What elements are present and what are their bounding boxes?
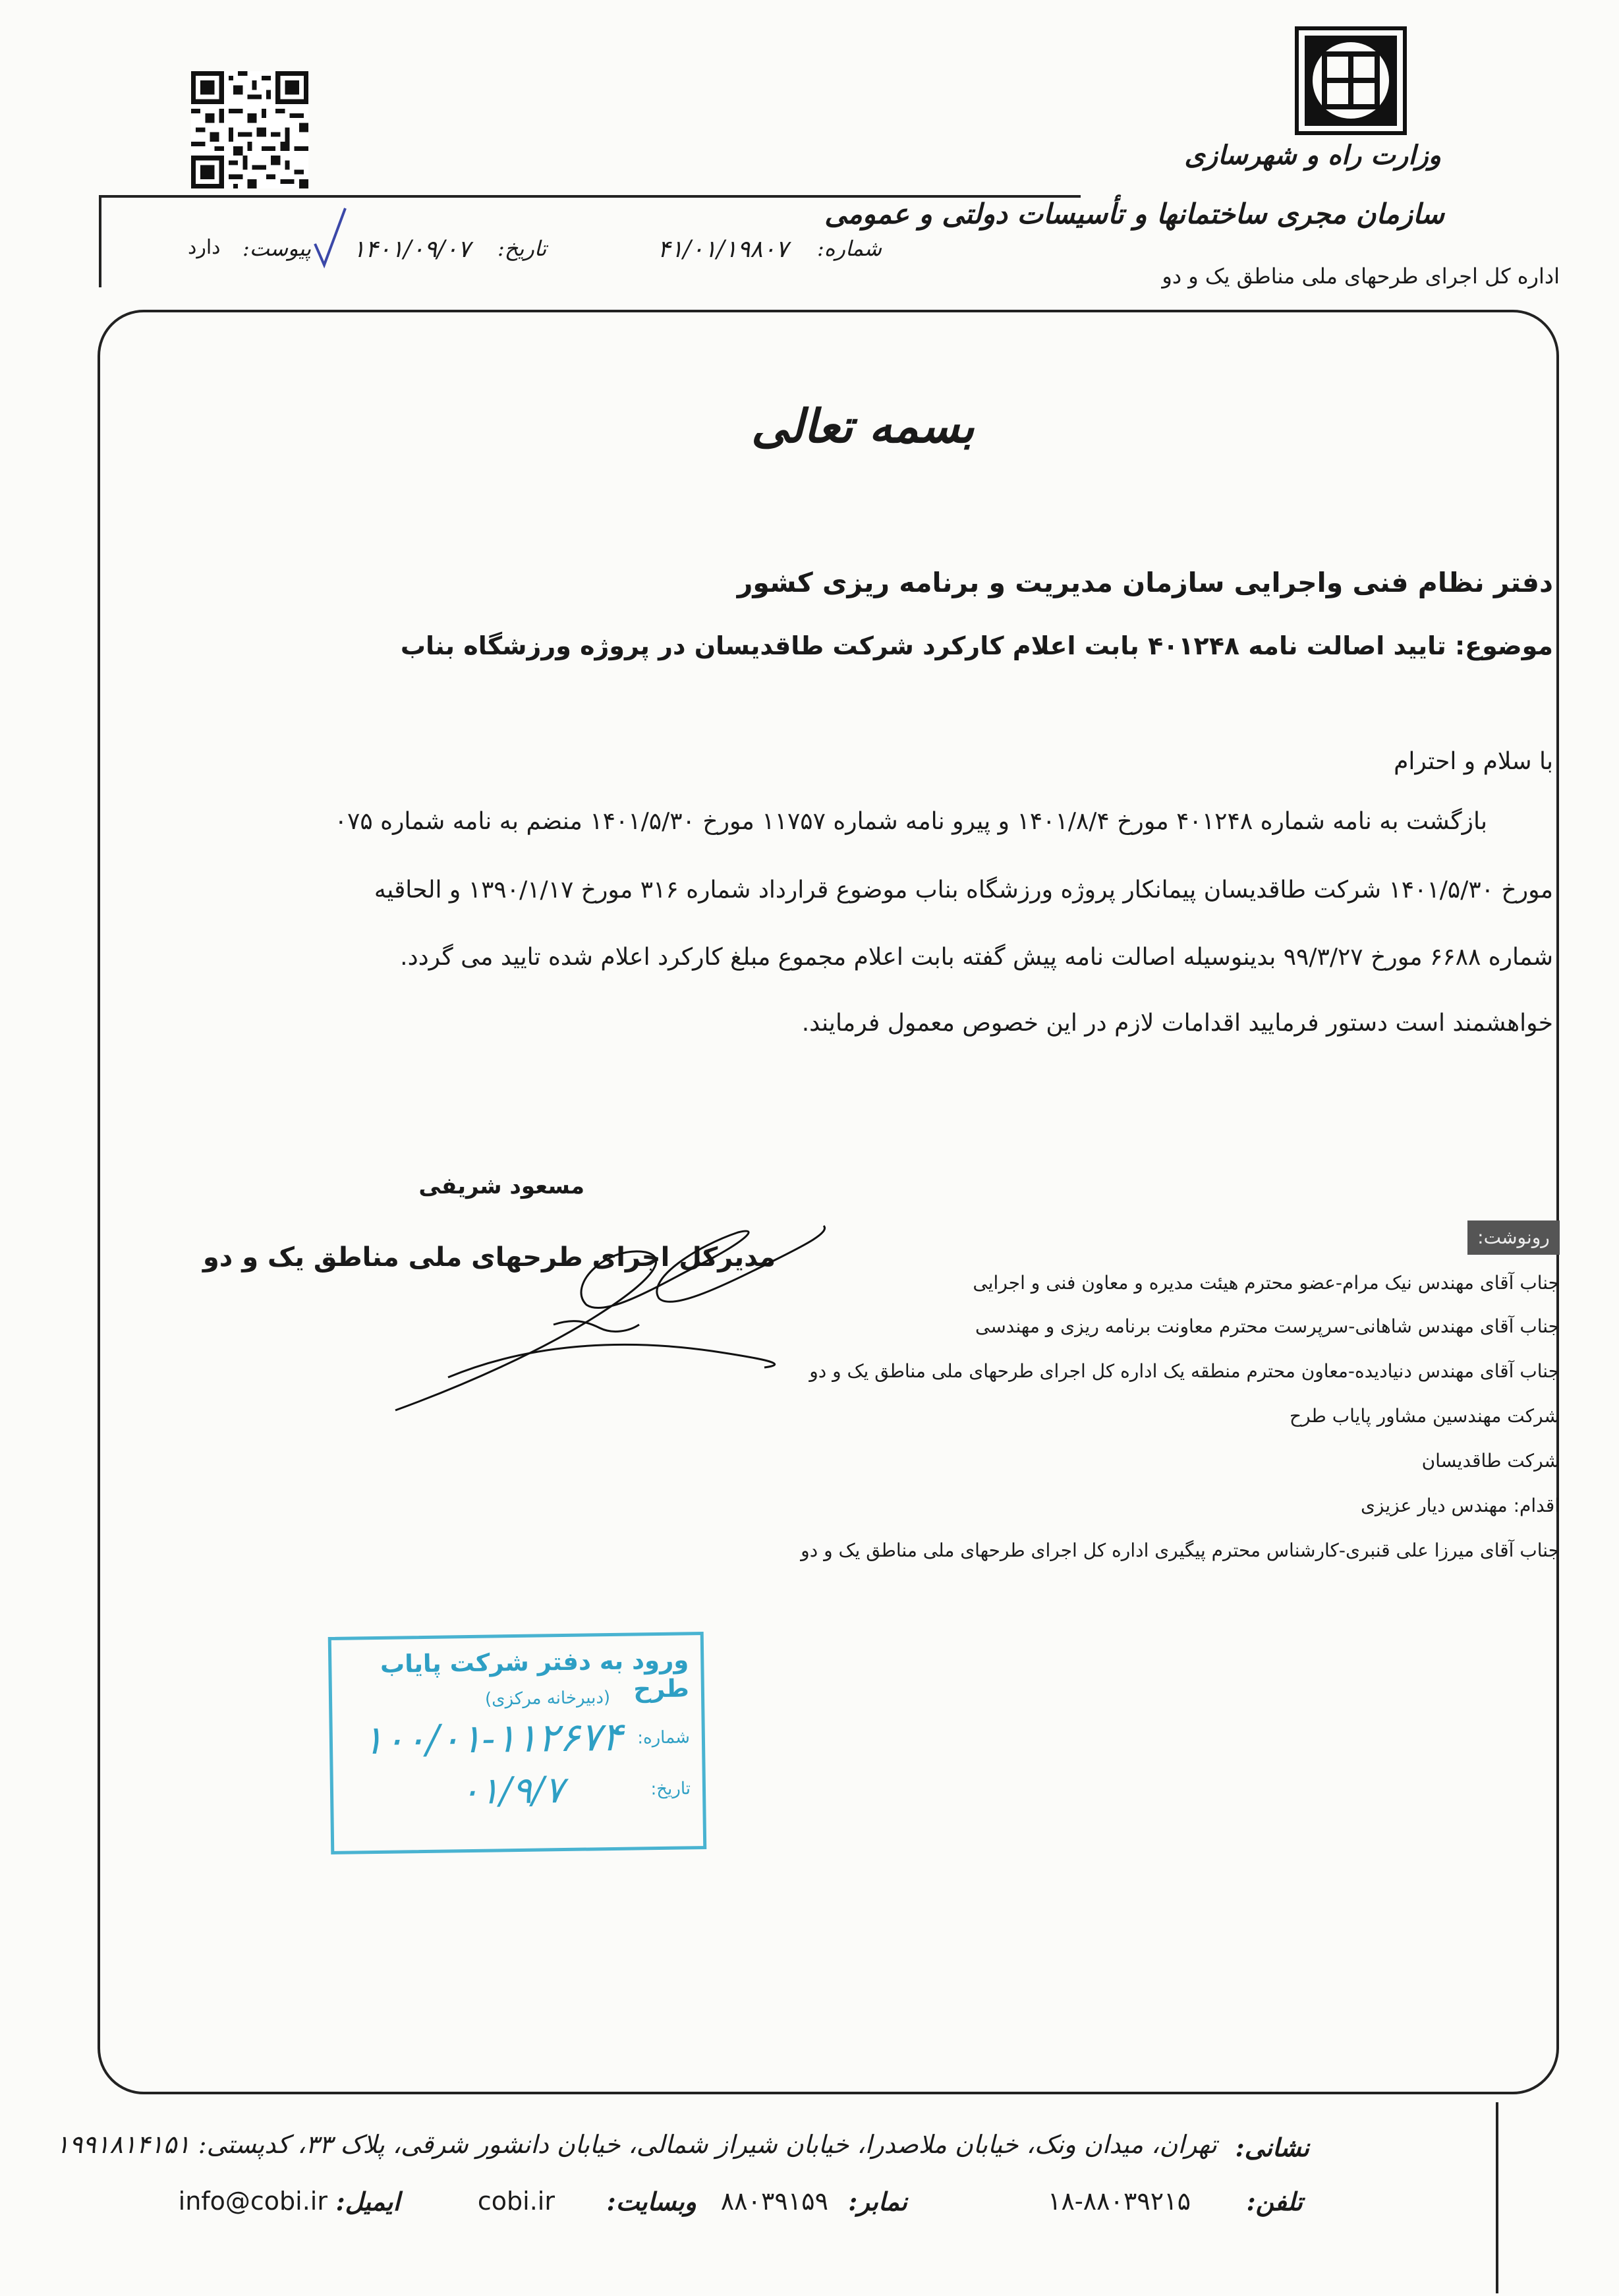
greeting: با سلام و احترام <box>1394 748 1553 775</box>
tel-label: تلفن: <box>1246 2187 1303 2216</box>
fax-value: ۸۸۰۳۹۱۵۹ <box>720 2187 828 2216</box>
cc-item: شرکت مهندسین مشاور پایاب طرح <box>1290 1405 1560 1427</box>
signer-title: مدیرکل اجرای طرحهای ملی مناطق یک و دو <box>202 1242 776 1273</box>
body-line: مورخ ۱۴۰۱/۵/۳۰ شرکت طاقدیسان پیمانکار پروژه ورزشگاه بناب موضوع قرارداد شماره ۳۱۶ مورخ ۱۳۹۰/۱/۱۷ و الحاقیه <box>374 876 1553 904</box>
footer-rule <box>1496 2102 1498 2293</box>
body-line: شماره ۶۶۸۸ مورخ ۹۹/۳/۲۷ بدینوسیله اصالت نامه پیش گفته بابت اعلام مجموع مبلغ کارکرد اعلام شده تایید می گردد. <box>400 944 1553 971</box>
department-name: اداره کل اجرای طرحهای ملی مناطق یک و دو <box>1162 264 1560 289</box>
qr-code <box>191 71 308 188</box>
email-value[interactable]: info@cobi.ir <box>178 2187 327 2216</box>
attachment-value: دارد <box>188 236 221 259</box>
stamp-title: ورود به دفتر شرکت پایاب طرح <box>380 1646 690 1704</box>
cc-item: جناب آقای میرزا علی قنبری-کارشناس محترم پیگیری اداره کل اجرای طرحهای ملی مناطق یک و دو <box>801 1539 1560 1561</box>
signature-icon <box>369 1186 843 1430</box>
stamp-number-label: شماره: <box>637 1727 691 1748</box>
tel-value: ۱۸-۸۸۰۳۹۲۱۵ <box>1048 2187 1191 2216</box>
header-rule <box>99 195 1081 198</box>
check-mark-icon <box>310 204 349 270</box>
address-value: تهران، میدان ونک، خیابان ملاصدرا، خیابان شیراز شمالی، خیابان دانشور شرقی، پلاک ۳۳، کدپستی: ۱۹۹۱۸۱۴۱۵۱ <box>55 2130 1217 2159</box>
cc-label: رونوشت: <box>1467 1220 1560 1255</box>
received-stamp <box>328 1632 707 1854</box>
subject-line: موضوع: تایید اصالت نامه ۴۰۱۲۴۸ بابت اعلام کارکرد شرکت طاقدیسان در پروژه ورزشگاه بناب <box>400 631 1553 660</box>
letter-number-label: شماره: <box>817 236 882 261</box>
cc-item: جناب آقای مهندس دنیادیده-معاون محترم منطقه یک اداره کل اجرای طرحهای ملی مناطق یک و دو <box>809 1360 1560 1382</box>
ministry-name: وزارت راه و شهرسازی <box>1184 140 1441 171</box>
stamp-date: ۰۱/۹/۷ <box>459 1769 565 1814</box>
website-value[interactable]: cobi.ir <box>477 2187 555 2216</box>
body-line: بازگشت به نامه شماره ۴۰۱۲۴۸ مورخ ۱۴۰۱/۸/۴ و پیرو نامه شماره ۱۱۷۵۷ مورخ ۱۴۰۱/۵/۳۰ منضم به نامه شماره ۰۷۵ <box>334 808 1487 835</box>
stamp-date-label: تاریخ: <box>650 1779 691 1800</box>
cc-item: جناب آقای مهندس نیک مرام-عضو محترم هیئت مدیره و معاون فنی و اجرایی <box>973 1272 1560 1294</box>
body-line: خواهشمند است دستور فرمایید اقدامات لازم در این خصوص معمول فرمایند. <box>801 1010 1553 1037</box>
letter-date-label: تاریخ: <box>497 236 547 261</box>
invocation: بسمه تعالی <box>751 399 975 453</box>
email-label: ایمیل: <box>335 2187 400 2216</box>
website-label: وبسایت: <box>606 2187 696 2216</box>
ministry-logo-icon <box>1295 26 1407 135</box>
cc-item: شرکت طاقدیسان <box>1421 1450 1560 1472</box>
stamp-subtitle: (دبیرخانه مرکزی) <box>484 1688 611 1709</box>
signer-name: مسعود شریفی <box>418 1173 584 1199</box>
letter-date-value: ۱۴۰۱/۰۹/۰۷ <box>353 236 470 263</box>
organization-name: سازمان مجری ساختمانها و تأسیسات دولتی و عمومی <box>824 198 1444 230</box>
header-rule-left <box>99 195 101 287</box>
address-label: نشانی: <box>1235 2133 1309 2162</box>
cc-item: اقدام: مهندس دیار عزیزی <box>1361 1495 1560 1516</box>
cc-item: جناب آقای مهندس شاهانی-سرپرست محترم معاونت برنامه ریزی و مهندسی <box>975 1315 1560 1337</box>
attachment-label: پیوست: <box>242 236 312 261</box>
fax-label: نمابر: <box>848 2187 907 2216</box>
stamp-number: ۱۰۰/۰۱-۱۱۲۶۷۴ <box>362 1713 623 1764</box>
letter-number-value: ۴۱/۰۱/۱۹۸۰۷ <box>658 236 789 263</box>
recipient: دفتر نظام فنی واجرایی سازمان مدیریت و برنامه ریزی کشور <box>737 567 1553 598</box>
